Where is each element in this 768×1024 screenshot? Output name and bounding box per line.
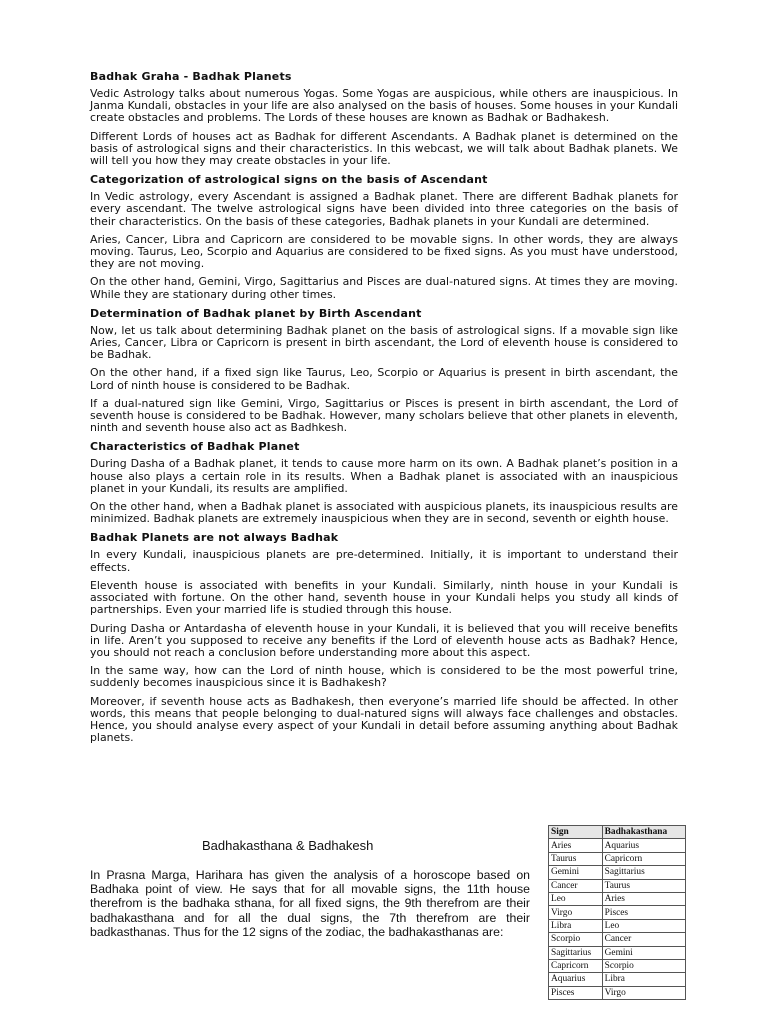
paragraph: During Dasha or Antardasha of eleventh house in your Kundali, it is believed that you will receive benefits in life. Aren’t you supposed to receive any benefits if the Lord of eleventh house acts as Badhak? Hence, you should not reach a conclusion before understanding more about this aspect. [90,621,678,659]
badhakasthana-cell: Aries [602,892,685,905]
badhakasthana-cell: Scorpio [602,959,685,972]
sign-cell: Leo [549,892,603,905]
section-heading: Determination of Badhak planet by Birth Ascendant [90,306,422,320]
section-heading: Characteristics of Badhak Planet [90,440,300,454]
paragraph: On the other hand, if a fixed sign like Taurus, Leo, Scorpio or Aquarius is present in birth ascendant, the Lord of ninth house is considered to be Badhak. [90,366,678,392]
badhakasthana-cell: Virgo [602,986,685,999]
table-row [549,866,686,879]
badhakasthana-cell: Sagittarius [602,866,685,879]
sign-cell: Aries [549,839,603,852]
sign-cell: Pisces [549,986,603,999]
sign-cell: Scorpio [549,933,603,946]
section-heading: Badhak Graha - Badhak Planets [90,70,292,83]
paragraph: In the same way, how can the Lord of ninth house, which is considered to be the most powerful trine, suddenly becomes inauspicious since it is Badhakesh? [90,664,678,690]
paragraph: During Dasha of a Badhak planet, it tends to cause more harm on its own. A Badhak planet’s position in a house also plays a certain role in its results. When a Badhak planet is associated with an inauspicious planet in your Kundali, its results are amplified. [90,457,678,495]
paragraph: On the other hand, Gemini, Virgo, Sagittarius and Pisces are dual-natured signs. At times they are moving. While they are stationary during other times. [90,275,678,301]
badhakasthana-cell: Taurus [602,879,685,892]
sign-cell: Sagittarius [549,946,603,959]
section-title: Badhakasthana & Badhakesh [202,838,374,853]
sign-cell: Libra [549,919,603,932]
table-row [549,986,686,999]
section-heading: Badhak Planets are not always Badhak [90,531,339,545]
paragraph: Vedic Astrology talks about numerous Yogas. Some Yogas are auspicious, while others are inauspicious. In Janma Kundali, obstacles in your life are also analysed on the basis of houses. Some houses in your Kundali create obstacles and problems. The Lords of these houses are known as Badhak or Badhakesh. [90,87,678,125]
article-body [90,70,678,750]
table-header-badhakasthana: Badhakasthana [602,826,685,839]
paragraph: Now, let us talk about determining Badhak planet on the basis of astrological signs. If a movable sign like Aries, Cancer, Libra or Capricorn is present in birth ascendant, the Lord of eleventh house is considered to be Badhak. [90,323,678,362]
table-row [549,919,686,932]
table-row [549,973,686,986]
table-row [549,839,686,852]
badhakasthana-cell: Gemini [602,946,685,959]
table-row [549,933,686,946]
sign-cell: Virgo [549,906,603,919]
sign-cell: Gemini [549,866,603,879]
sign-cell: Cancer [549,879,603,892]
badhakasthana-section [90,838,530,939]
sign-cell: Taurus [549,852,603,865]
table-header-row [549,826,686,839]
table-row [549,852,686,865]
paragraph: Eleventh house is associated with benefits in your Kundali. Similarly, ninth house in your Kundali is associated with fortune. On the other hand, seventh house in your Kundali helps you study all kinds of partnerships. Even your married life is studied through this house. [90,578,678,617]
section-paragraph: In Prasna Marga, Harihara has given the analysis of a horoscope based on Badhaka point of view. He says that for all movable signs, the 11th house therefrom is the badhaka sthana, for all fixed signs, the 9th therefrom are their badhakasthana and for all the dual signs, the 7th therefrom are their badkasthanas. Thus for the 12 signs of the zodiac, the badhakasthanas are: [90,868,530,939]
badhakasthana-cell: Cancer [602,933,685,946]
badhakasthana-cell: Libra [602,973,685,986]
table-row [549,906,686,919]
badhakasthana-table [548,825,686,1000]
badhakasthana-cell: Pisces [602,906,685,919]
table-row [549,892,686,905]
paragraph: Moreover, if seventh house acts as Badhakesh, then everyone’s married life should be affected. In other words, this means that people belonging to dual-natured signs will always face challenges and obstacles. Hence, you should analyse every aspect of your Kundali in detail before assuming anything about Badhak planets. [90,694,678,745]
paragraph: In every Kundali, inauspicious planets are pre-determined. Initially, it is important to understand their effects. [90,548,678,574]
sign-cell: Capricorn [549,959,603,972]
badhakasthana-cell: Capricorn [602,852,685,865]
badhakasthana-cell: Aquarius [602,839,685,852]
table-body [549,839,686,1000]
table-row [549,946,686,959]
table-row [549,879,686,892]
table-row [549,959,686,972]
sign-cell: Aquarius [549,973,603,986]
section-heading: Categorization of astrological signs on the basis of Ascendant [90,173,488,187]
article-sections [90,70,678,750]
paragraph: Aries, Cancer, Libra and Capricorn are considered to be movable signs. In other words, they are always moving. Taurus, Leo, Scorpio and Aquarius are considered to be fixed signs. As you must have understood, they are not moving. [90,232,678,271]
paragraph: Different Lords of houses act as Badhak for different Ascendants. A Badhak planet is determined on the basis of astrological signs and their characteristics. In this webcast, we will talk about Badhak planets. We will tell you how they may create obstacles in your life. [90,129,678,168]
table-header-sign: Sign [549,826,603,839]
paragraph: If a dual-natured sign like Gemini, Virgo, Sagittarius or Pisces is present in birth ascendant, the Lord of seventh house is considered to be Badhak. However, many scholars believe that other planets in eleventh, ninth and seventh house also act as Badhkesh. [90,396,678,435]
badhakasthana-cell: Leo [602,919,685,932]
paragraph: On the other hand, when a Badhak planet is associated with auspicious planets, its inauspicious results are minimized. Badhak planets are extremely inauspicious when they are in second, seventh or eighth house. [90,500,678,526]
paragraph: In Vedic astrology, every Ascendant is assigned a Badhak planet. There are different Badhak planets for every ascendant. The twelve astrological signs have been divided into three categories on the basis of their characteristics. On the basis of these categories, Badhak planets in your Kundali are determined. [90,190,678,228]
